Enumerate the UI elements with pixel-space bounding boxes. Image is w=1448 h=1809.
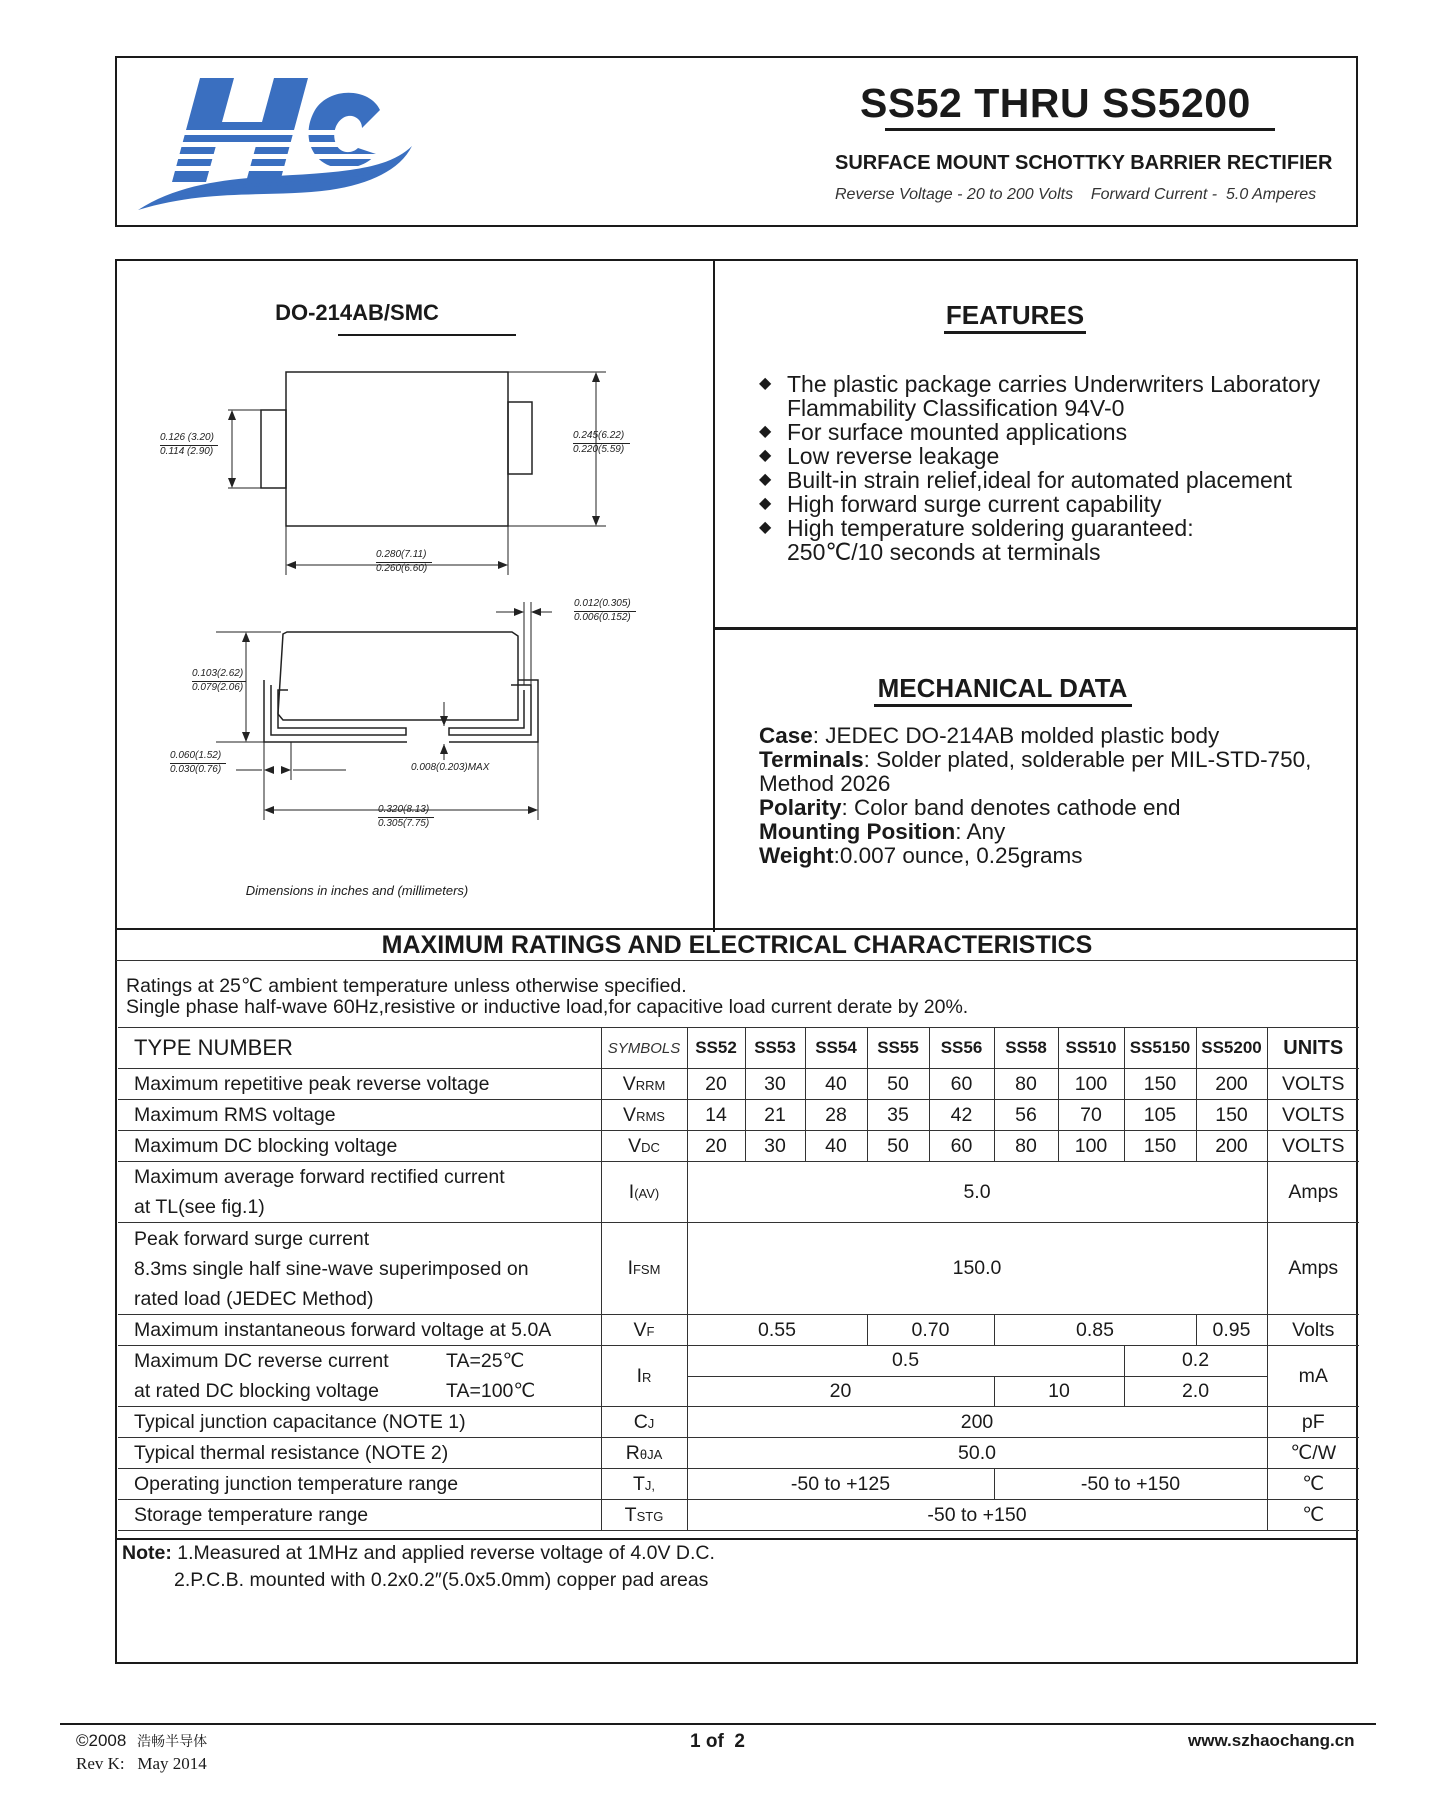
cell-value: 35 [867,1100,929,1131]
footer-rule [60,1723,1376,1725]
footer-left [76,1731,207,1774]
dim-f-min: 0.030(0.76) [170,764,222,775]
part-header: SS54 [805,1028,867,1069]
dim-e-min: 0.079(2.06) [192,682,244,693]
part-header: SS5150 [1124,1028,1196,1069]
footer-page: 1 of 2 [690,1731,745,1752]
company-logo [130,70,420,215]
cell-value: 28 [805,1100,867,1131]
symbols-header: SYMBOLS [601,1028,687,1069]
cell-value: 0.2 [1124,1346,1267,1377]
feature-item: ◆ Built-in strain relief,ideal for automated placement [759,467,1292,493]
features-list [759,371,1347,565]
row-desc: Maximum RMS voltage [118,1100,601,1131]
cell-value: 20 [687,1376,994,1407]
mechanical-title: MECHANICAL DATA [877,673,1128,703]
row-desc: Maximum instantaneous forward voltage at 5.0A [118,1315,601,1346]
page-title: SS52 THRU SS5200 [860,80,1251,126]
cell-value: -50 to +150 [687,1500,1267,1531]
dim-g: 0.008(0.203)MAX [411,762,490,773]
cell-value: 150 [1124,1131,1196,1162]
cell-value: 60 [929,1069,994,1100]
row-symbol: RθJA [601,1438,687,1469]
cell-value: 0.95 [1196,1315,1267,1346]
package-title: DO-214AB/SMC [275,300,439,325]
dim-h-max: 0.320(8.13) [378,804,430,815]
row-desc: Maximum DC blocking voltage [118,1131,601,1162]
row-desc: Operating junction temperature range [118,1469,601,1500]
row-symbol: CJ [601,1407,687,1438]
table-row [118,1100,1359,1131]
cell-value: 0.85 [994,1315,1196,1346]
cell-value: 21 [745,1100,805,1131]
divider-vertical [713,260,715,932]
page-subtitle: SURFACE MOUNT SCHOTTKY BARRIER RECTIFIER [835,152,1333,174]
row-symbol: TJ, [601,1469,687,1500]
table-row [118,1162,1359,1223]
feature-item: ◆ The plastic package carries Underwriters Laboratory Flammability Classification 94V-0 [759,371,1321,421]
bullet-icon: ◆ [759,495,772,512]
feature-item: ◆ For surface mounted applications [759,419,1128,445]
cell-value: 30 [745,1131,805,1162]
footer-copyright: ©2008 [76,1731,127,1750]
row-symbol: VRRM [601,1069,687,1100]
table-row [118,1131,1359,1162]
cell-value: -50 to +150 [994,1469,1267,1500]
cell-unit: ℃/W [1267,1438,1359,1469]
cell-value: 100 [1058,1069,1124,1100]
cell-value: 50 [867,1131,929,1162]
row-symbol: IR [601,1346,687,1407]
table-row [118,1500,1359,1531]
row-symbol: VRMS [601,1100,687,1131]
footer-company: 浩畅半导体 [137,1734,208,1750]
table-row [118,1223,1359,1315]
row-symbol: IFSM [601,1223,687,1315]
cell-unit: Amps [1267,1162,1359,1223]
notes [122,1542,715,1592]
table-row [118,1407,1359,1438]
ratings-note-1: Ratings at 25℃ ambient temperature unless otherwise specified. [126,975,687,997]
cell-unit: ℃ [1267,1500,1359,1531]
features-title-underline [944,331,1086,334]
ratings-note-2: Single phase half-wave 60Hz,resistive or inductive load,for capacitive load current derate by 20%. [126,996,969,1018]
cell-value: 150.0 [687,1223,1267,1315]
row-desc: Maximum repetitive peak reverse voltage [118,1069,601,1100]
note-1: 1.Measured at 1MHz and applied reverse voltage of 4.0V D.C. [177,1542,715,1564]
dim-c-max: 0.280(7.11) [376,549,427,560]
row-symbol: VDC [601,1131,687,1162]
mech-mounting: Mounting Position: Any [759,819,1006,844]
cell-value: 42 [929,1100,994,1131]
cell-value: 60 [929,1131,994,1162]
row-desc: Typical junction capacitance (NOTE 1) [118,1407,601,1438]
row-symbol: I(AV) [601,1162,687,1223]
dim-h-min: 0.305(7.75) [378,818,430,829]
feature-item: ◆ High forward surge current capability [759,491,1162,517]
cell-value: 70 [1058,1100,1124,1131]
cell-value: 10 [994,1376,1124,1407]
cell-value: 2.0 [1124,1376,1267,1407]
table-header-row [118,1028,1359,1069]
row-desc: Maximum average forward rectified current at TL(see fig.1) [118,1162,601,1223]
cell-unit: Volts [1267,1315,1359,1346]
cell-value: 200 [687,1407,1267,1438]
part-header: SS56 [929,1028,994,1069]
table-bottom-rule [116,1538,1357,1540]
cell-unit: pF [1267,1407,1359,1438]
mech-terminals-cont: Method 2026 [759,771,891,796]
dimensions-note: Dimensions in inches and (millimeters) [245,883,469,898]
table-row [118,1069,1359,1100]
cell-value: -50 to +125 [687,1469,994,1500]
cell-value: 150 [1196,1100,1267,1131]
part-header: SS52 [687,1028,745,1069]
divider-features-mechanical [714,627,1357,630]
cell-unit: Amps [1267,1223,1359,1315]
cell-unit: VOLTS [1267,1069,1359,1100]
part-header: SS510 [1058,1028,1124,1069]
ratings-title: MAXIMUM RATINGS AND ELECTRICAL CHARACTERISTICS [381,931,1093,959]
cell-value: 14 [687,1100,745,1131]
mech-weight: Weight:0.007 ounce, 0.25grams [759,843,1083,868]
cell-value: 200 [1196,1131,1267,1162]
dim-a-min: 0.114 (2.90) [160,446,214,457]
feature-item: ◆ High temperature soldering guaranteed: 250℃/10 seconds at terminals [759,515,1194,565]
cell-value: 0.55 [687,1315,867,1346]
row-desc: Maximum DC reverse current TA=25℃ at rated DC blocking voltage TA=100℃ [118,1346,601,1407]
dim-c-min: 0.260(6.60) [376,563,428,574]
row-desc: Storage temperature range [118,1500,601,1531]
cell-value: 50.0 [687,1438,1267,1469]
cell-value: 100 [1058,1131,1124,1162]
bullet-icon: ◆ [759,519,772,536]
row-symbol: TSTG [601,1500,687,1531]
divider-ratings-title [116,960,1357,961]
part-header: SS58 [994,1028,1058,1069]
dim-b-max: 0.245(6.22) [573,430,625,441]
cell-value: 30 [745,1069,805,1100]
cell-value: 105 [1124,1100,1196,1131]
bullet-icon: ◆ [759,447,772,464]
package-drawing [116,340,713,880]
part-header: SS53 [745,1028,805,1069]
dim-d-min: 0.006(0.152) [574,612,631,623]
cell-value: 56 [994,1100,1058,1131]
title-underline [885,128,1275,131]
cell-value: 0.70 [867,1315,994,1346]
cell-unit: ℃ [1267,1469,1359,1500]
features-title: FEATURES [945,300,1085,330]
package-title-underline [338,334,516,336]
cell-value: 40 [805,1069,867,1100]
bullet-icon: ◆ [759,471,772,488]
cell-value: 20 [687,1131,745,1162]
cell-value: 80 [994,1131,1058,1162]
mech-polarity: Polarity: Color band denotes cathode end [759,795,1181,820]
table-row [118,1469,1359,1500]
part-header: SS5200 [1196,1028,1267,1069]
bullet-icon: ◆ [759,375,772,392]
dim-d-max: 0.012(0.305) [574,598,631,609]
note-2: 2.P.C.B. mounted with 0.2x0.2″(5.0x5.0mm) copper pad areas [174,1569,709,1591]
table-row [118,1438,1359,1469]
bullet-icon: ◆ [759,423,772,440]
cell-value: 20 [687,1069,745,1100]
cell-value: 40 [805,1131,867,1162]
ratings-table [118,1027,1359,1531]
part-header: SS55 [867,1028,929,1069]
header-specs: Reverse Voltage - 20 to 200 Volts Forward Current - 5.0 Amperes [835,186,1317,203]
note-label: Note: [122,1542,172,1564]
cell-unit: mA [1267,1346,1359,1407]
feature-item: ◆ Low reverse leakage [759,443,1000,469]
row-desc: Typical thermal resistance (NOTE 2) [118,1438,601,1469]
mech-case: Case: JEDEC DO-214AB molded plastic body [759,723,1220,748]
cell-value: 50 [867,1069,929,1100]
cell-value: 150 [1124,1069,1196,1100]
units-header: UNITS [1267,1028,1359,1069]
row-desc: Peak forward surge current 8.3ms single half sine-wave superimposed on rated load (JEDEC Method) [118,1223,601,1315]
table-row [118,1315,1359,1346]
footer-rev: Rev K: May 2014 [76,1754,207,1773]
dim-e-max: 0.103(2.62) [192,668,244,679]
mech-terminals: Terminals: Solder plated, solderable per MIL-STD-750, [759,747,1312,772]
dim-b-min: 0.220(5.59) [573,444,625,455]
cell-value: 80 [994,1069,1058,1100]
mechanical-data [759,724,1349,868]
cell-value: 200 [1196,1069,1267,1100]
table-row [118,1346,1359,1377]
cell-unit: VOLTS [1267,1100,1359,1131]
mechanical-title-underline [874,704,1132,707]
cell-value: 5.0 [687,1162,1267,1223]
footer-website[interactable]: www.szhaochang.cn [1188,1731,1355,1750]
type-number-header: TYPE NUMBER [118,1028,601,1069]
cell-unit: VOLTS [1267,1131,1359,1162]
dim-a-max: 0.126 (3.20) [160,432,214,443]
divider-ratings-top [116,928,1357,930]
row-symbol: VF [601,1315,687,1346]
dim-f-max: 0.060(1.52) [170,750,222,761]
cell-value: 0.5 [687,1346,1124,1377]
